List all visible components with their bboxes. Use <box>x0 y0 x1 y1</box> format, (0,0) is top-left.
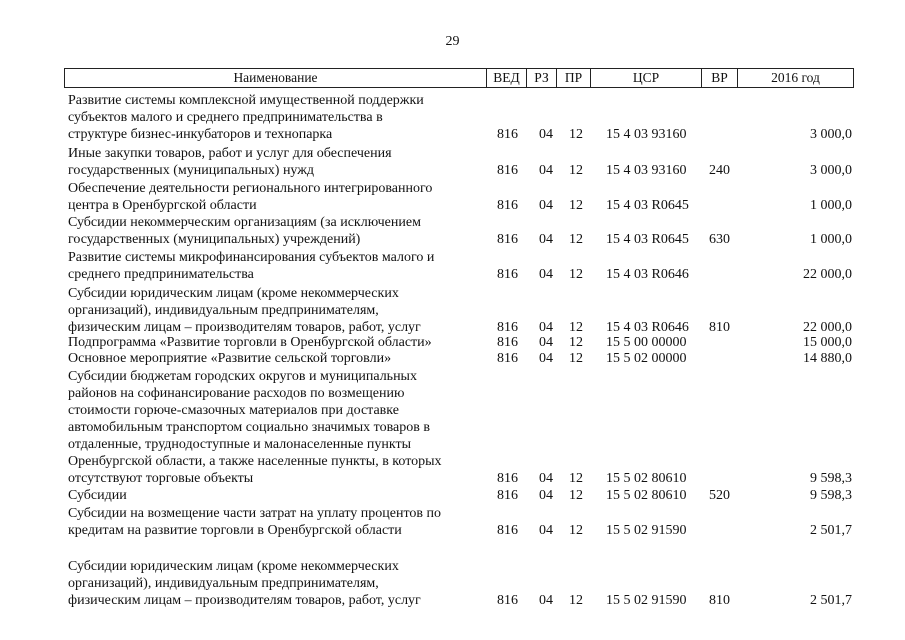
row-name <box>68 180 488 214</box>
row-csr: 15 5 02 80610 <box>606 471 687 486</box>
row-ved: 816 <box>497 232 518 247</box>
row-name-line: Развитие системы комплексной имущественной поддержки <box>68 93 424 108</box>
row-pr: 12 <box>569 127 583 142</box>
row-name-line: Обеспечение деятельности регионального интегрированного <box>68 181 433 196</box>
table-row <box>0 505 905 539</box>
row-name-line: Оренбургской области, а также населенные пункты, в которых <box>68 454 442 469</box>
row-name <box>68 214 488 248</box>
row-pr: 12 <box>569 471 583 486</box>
row-amount: 2 501,7 <box>810 523 852 538</box>
page-number: 29 <box>445 34 460 49</box>
row-amount: 1 000,0 <box>810 198 852 213</box>
row-vr: 240 <box>709 163 730 178</box>
row-name <box>68 285 488 336</box>
row-ved: 816 <box>497 320 518 335</box>
row-rz: 04 <box>539 320 553 335</box>
table-row <box>0 334 905 351</box>
row-rz: 04 <box>539 267 553 282</box>
row-rz: 04 <box>539 335 553 350</box>
table-row <box>0 350 905 367</box>
row-rz: 04 <box>539 351 553 366</box>
row-pr: 12 <box>569 335 583 350</box>
table-row <box>0 145 905 179</box>
row-ved: 816 <box>497 198 518 213</box>
row-name-line: государственных (муниципальных) учреждений) <box>68 232 361 247</box>
row-name-line: Субсидии юридическим лицам (кроме некоммерческих <box>68 286 399 301</box>
row-csr: 15 4 03 93160 <box>606 127 687 142</box>
row-amount: 22 000,0 <box>803 267 852 282</box>
row-vr: 630 <box>709 232 730 247</box>
column-header-ved: ВЕД <box>486 69 526 87</box>
row-amount: 2 501,7 <box>810 593 852 608</box>
row-name-line: Развитие системы микрофинансирования субъектов малого и <box>68 250 435 265</box>
column-header-rz: РЗ <box>526 69 556 87</box>
row-rz: 04 <box>539 232 553 247</box>
row-amount: 3 000,0 <box>810 163 852 178</box>
row-pr: 12 <box>569 488 583 503</box>
row-rz: 04 <box>539 163 553 178</box>
row-ved: 816 <box>497 593 518 608</box>
row-name-line: автомобильным транспортом социально значимых товаров в <box>68 420 430 435</box>
row-name-line: физическим лицам – производителям товаров, работ, услуг <box>68 593 421 608</box>
table-row <box>0 368 905 487</box>
row-name-line: Иные закупки товаров, работ и услуг для обеспечения <box>68 146 392 161</box>
column-header-year: 2016 год <box>737 69 853 87</box>
table-row <box>0 180 905 214</box>
row-csr: 15 4 03 R0645 <box>606 198 689 213</box>
row-pr: 12 <box>569 198 583 213</box>
row-name-line: Основное мероприятие «Развитие сельской торговли» <box>68 351 392 366</box>
table-row <box>0 92 905 143</box>
row-vr: 810 <box>709 593 730 608</box>
row-amount: 14 880,0 <box>803 351 852 366</box>
column-header-csr: ЦСР <box>590 69 701 87</box>
column-header-vr: ВР <box>701 69 737 87</box>
table-row <box>0 487 905 504</box>
row-name-line: субъектов малого и среднего предпринимательства в <box>68 110 383 125</box>
row-name-line: районов на софинансирование расходов по возмещению <box>68 386 405 401</box>
row-pr: 12 <box>569 593 583 608</box>
row-csr: 15 4 03 R0646 <box>606 320 689 335</box>
row-ved: 816 <box>497 163 518 178</box>
row-ved: 816 <box>497 488 518 503</box>
row-name <box>68 92 488 143</box>
row-name-line: Субсидии на возмещение части затрат на уплату процентов по <box>68 506 441 521</box>
table-row <box>0 214 905 248</box>
row-vr: 810 <box>709 320 730 335</box>
row-name <box>68 368 488 487</box>
row-name-line: физическим лицам – производителям товаров, работ, услуг <box>68 320 421 335</box>
row-pr: 12 <box>569 232 583 247</box>
table-row <box>0 285 905 336</box>
row-name-line: стоимости горюче-смазочных материалов при доставке <box>68 403 399 418</box>
row-csr: 15 5 02 00000 <box>606 351 687 366</box>
table-row <box>0 249 905 283</box>
row-name-line: Субсидии некоммерческим организациям (за исключением <box>68 215 421 230</box>
row-name-line: Субсидии бюджетам городских округов и муниципальных <box>68 369 417 384</box>
row-name <box>68 350 488 367</box>
row-name-line: Субсидии <box>68 488 127 503</box>
row-name-line: кредитам на развитие торговли в Оренбургской области <box>68 523 402 538</box>
row-pr: 12 <box>569 163 583 178</box>
row-amount: 9 598,3 <box>810 488 852 503</box>
row-name <box>68 249 488 283</box>
row-name <box>68 334 488 351</box>
row-ved: 816 <box>497 335 518 350</box>
row-amount: 1 000,0 <box>810 232 852 247</box>
row-csr: 15 5 02 80610 <box>606 488 687 503</box>
column-header-pr: ПР <box>556 69 590 87</box>
row-csr: 15 4 03 93160 <box>606 163 687 178</box>
row-csr: 15 4 03 R0646 <box>606 267 689 282</box>
row-name-line: организаций), индивидуальным предпринимателям, <box>68 576 379 591</box>
row-name <box>68 558 488 609</box>
row-name-line: Подпрограмма «Развитие торговли в Оренбургской области» <box>68 335 432 350</box>
column-header-name: Наименование <box>233 70 318 85</box>
row-name <box>68 487 488 504</box>
row-name-line: отдаленные, труднодоступные и малонаселенные пункты <box>68 437 411 452</box>
row-name-line: организаций), индивидуальным предпринимателям, <box>68 303 379 318</box>
row-csr: 15 5 02 91590 <box>606 523 687 538</box>
row-name <box>68 505 488 539</box>
row-rz: 04 <box>539 593 553 608</box>
row-pr: 12 <box>569 523 583 538</box>
row-amount: 15 000,0 <box>803 335 852 350</box>
row-rz: 04 <box>539 488 553 503</box>
row-name-line: отсутствуют торговые объекты <box>68 471 254 486</box>
row-name-line: структуре бизнес-инкубаторов и технопарка <box>68 127 333 142</box>
row-amount: 3 000,0 <box>810 127 852 142</box>
row-rz: 04 <box>539 471 553 486</box>
row-name <box>68 145 488 179</box>
row-ved: 816 <box>497 127 518 142</box>
row-csr: 15 4 03 R0645 <box>606 232 689 247</box>
row-name-line: среднего предпринимательства <box>68 267 254 282</box>
row-pr: 12 <box>569 351 583 366</box>
row-pr: 12 <box>569 267 583 282</box>
row-vr: 520 <box>709 488 730 503</box>
table-header <box>64 68 854 88</box>
row-pr: 12 <box>569 320 583 335</box>
row-rz: 04 <box>539 127 553 142</box>
row-name-line: государственных (муниципальных) нужд <box>68 163 315 178</box>
row-rz: 04 <box>539 198 553 213</box>
row-amount: 9 598,3 <box>810 471 852 486</box>
row-ved: 816 <box>497 351 518 366</box>
row-rz: 04 <box>539 523 553 538</box>
table-row <box>0 558 905 609</box>
row-csr: 15 5 00 00000 <box>606 335 687 350</box>
row-amount: 22 000,0 <box>803 320 852 335</box>
row-ved: 816 <box>497 523 518 538</box>
row-ved: 816 <box>497 267 518 282</box>
row-name-line: Субсидии юридическим лицам (кроме некоммерческих <box>68 559 399 574</box>
row-name-line: центра в Оренбургской области <box>68 198 257 213</box>
row-csr: 15 5 02 91590 <box>606 593 687 608</box>
row-ved: 816 <box>497 471 518 486</box>
